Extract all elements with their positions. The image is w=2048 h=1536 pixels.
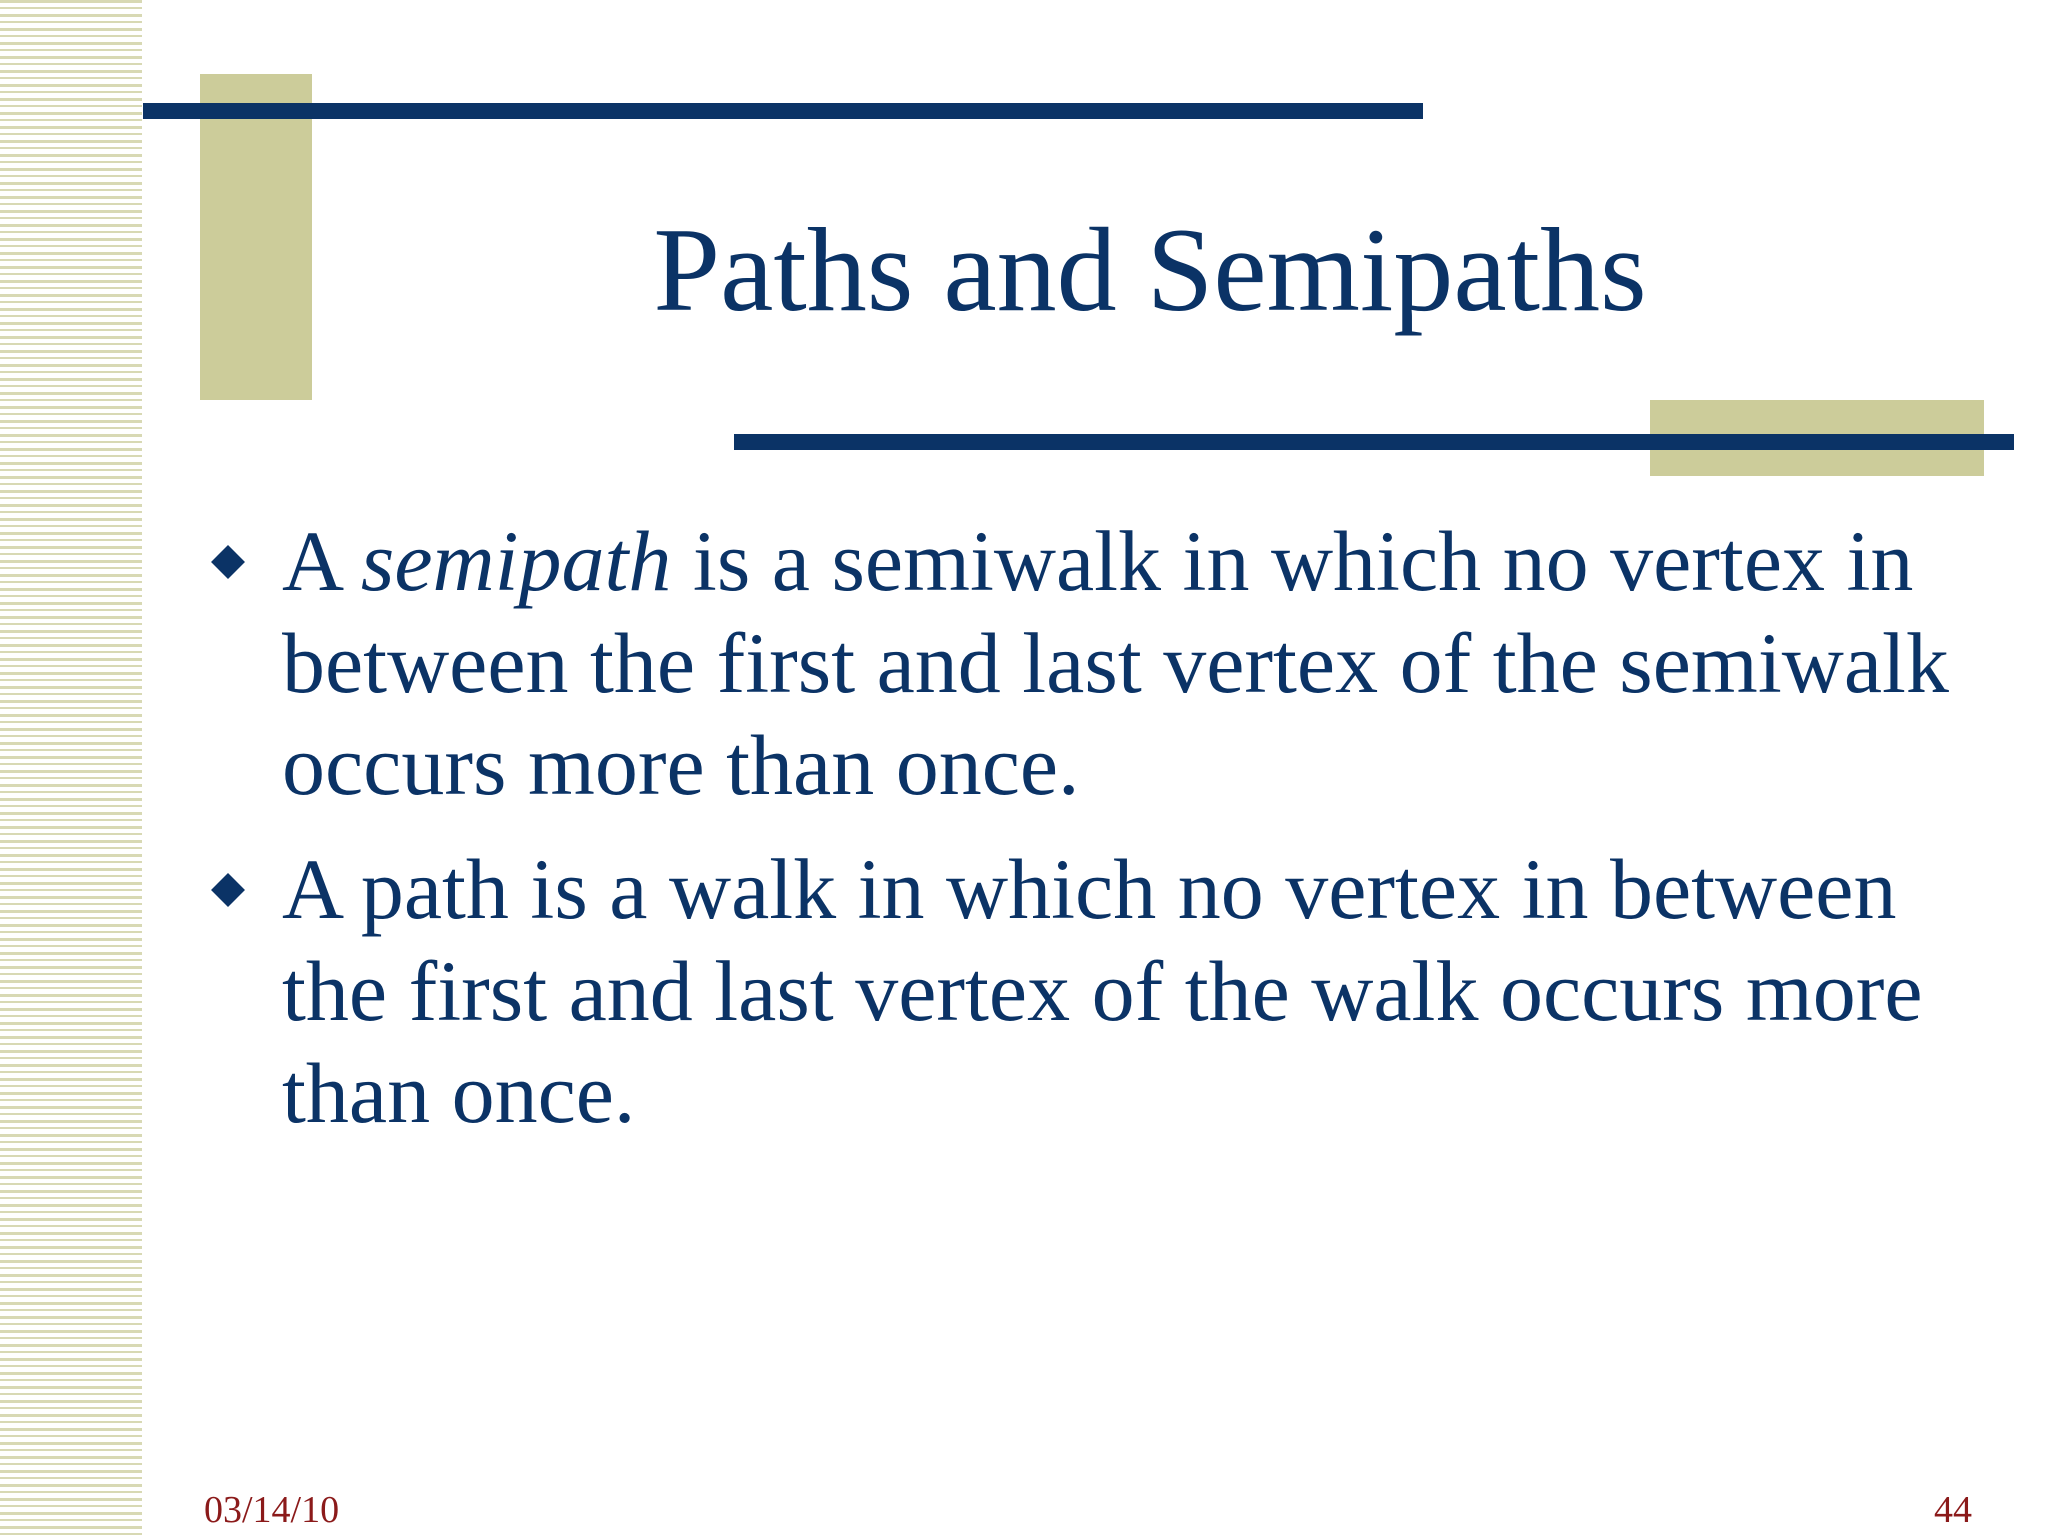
olive-accent-block-vertical [200,74,312,400]
top-rule [143,103,1423,119]
left-stripe-border [0,0,146,1536]
bullet-text: A path is a walk in which no vertex in between the first and last vertex of the walk occurs more than once. [282,841,1923,1141]
bullet-text-prefix: A [282,513,361,609]
slide-body [206,510,1966,1166]
bullet-item [206,838,1966,1144]
diamond-bullet-icon [211,873,245,907]
slide-title: Paths and Semipaths [653,203,1647,336]
bullet-item [206,510,1966,816]
footer-page-number: 44 [1934,1489,1972,1531]
bullet-text-rest: is a semiwalk in which no vertex in between the first and last vertex of the semiwalk occurs more than once. [282,513,1949,813]
footer-date: 03/14/10 [204,1489,340,1531]
bullet-emphasis-term: semipath [360,513,672,609]
title-underline-rule [734,434,2014,450]
diamond-bullet-icon [211,545,245,579]
